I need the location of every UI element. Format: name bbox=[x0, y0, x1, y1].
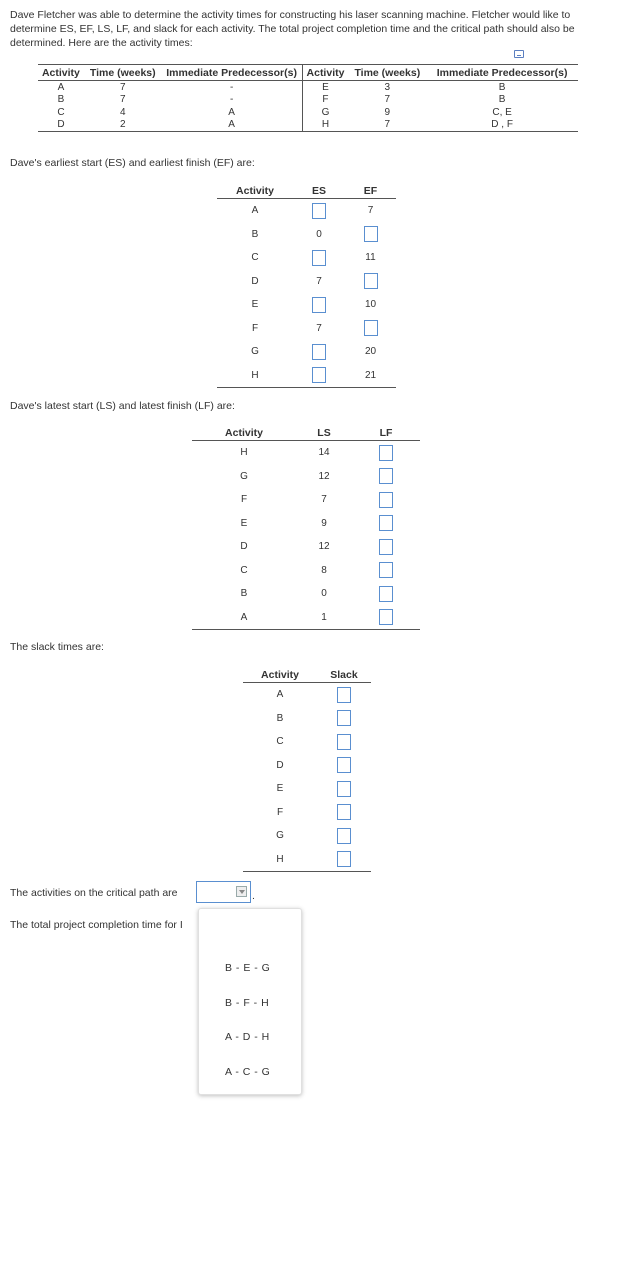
ef-input[interactable] bbox=[364, 273, 378, 289]
es-input[interactable] bbox=[312, 367, 326, 383]
activity-cell: B bbox=[240, 588, 248, 600]
cell: 7 bbox=[120, 94, 126, 106]
ef-cell: 20 bbox=[364, 346, 377, 358]
table-row bbox=[192, 606, 420, 630]
cell: 3 bbox=[384, 81, 391, 93]
activity-cell: F bbox=[251, 322, 259, 334]
lf-cell bbox=[352, 465, 420, 489]
cell: - bbox=[229, 81, 234, 93]
ls-cell: 14 bbox=[318, 447, 330, 459]
slack-cell bbox=[317, 730, 371, 754]
lf-cell bbox=[352, 559, 420, 583]
cell: 7 bbox=[120, 81, 126, 93]
table-row bbox=[243, 824, 371, 848]
slack-label: The slack times are: bbox=[10, 641, 104, 653]
ls-cell: 9 bbox=[321, 517, 327, 529]
table-row bbox=[192, 465, 420, 489]
menu-option-a-d-h[interactable]: A - D - H bbox=[225, 1031, 270, 1043]
table-row bbox=[217, 223, 396, 247]
col-header: Activity bbox=[217, 183, 293, 199]
es-cell: 7 bbox=[316, 322, 322, 334]
table-row bbox=[217, 246, 396, 270]
slack-input[interactable] bbox=[337, 804, 351, 820]
cell: - bbox=[229, 94, 234, 106]
lf-cell bbox=[352, 606, 420, 630]
es-input[interactable] bbox=[312, 344, 326, 360]
activity-cell: F bbox=[276, 806, 284, 818]
ls-lf-table bbox=[192, 425, 420, 630]
activity-times-table bbox=[38, 64, 578, 132]
cell: C bbox=[57, 106, 65, 118]
slack-cell bbox=[317, 848, 371, 872]
lf-cell bbox=[352, 582, 420, 606]
critical-path-dropdown[interactable] bbox=[196, 881, 251, 903]
col-header: EF bbox=[345, 183, 396, 199]
activity-cell: E bbox=[240, 517, 248, 529]
slack-cell bbox=[317, 683, 371, 707]
table-row bbox=[192, 512, 420, 536]
table-row bbox=[243, 801, 371, 825]
activity-cell: A bbox=[276, 689, 284, 701]
activity-cell: D bbox=[276, 759, 284, 771]
activity-cell: H bbox=[217, 364, 293, 388]
critical-path-menu bbox=[198, 908, 302, 1095]
cell: 7 bbox=[384, 94, 391, 106]
table-row bbox=[243, 707, 371, 731]
table-row bbox=[38, 81, 578, 94]
table-row bbox=[243, 683, 371, 707]
cell: A bbox=[57, 81, 65, 93]
menu-option-b-f-h[interactable]: B - F - H bbox=[225, 997, 270, 1009]
ef-input[interactable] bbox=[364, 226, 378, 242]
cell: 7 bbox=[348, 119, 426, 132]
es-cell bbox=[293, 293, 345, 317]
activity-cell: C bbox=[251, 252, 259, 264]
ef-cell: 21 bbox=[345, 364, 396, 388]
es-cell: 7 bbox=[316, 275, 322, 287]
es-input[interactable] bbox=[312, 250, 326, 266]
es-cell bbox=[293, 340, 345, 364]
cell: C, E bbox=[492, 106, 512, 118]
activity-cell: G bbox=[251, 346, 259, 358]
activity-cell: B bbox=[251, 228, 259, 240]
slack-cell bbox=[317, 707, 371, 731]
col-header: Time (weeks) bbox=[84, 65, 162, 81]
ls-cell: 7 bbox=[321, 494, 327, 506]
critical-path-label: The activities on the critical path are bbox=[10, 887, 178, 899]
cell: D bbox=[38, 119, 84, 132]
activity-cell: E bbox=[276, 783, 284, 795]
cell: D , F bbox=[426, 119, 578, 132]
col-header: ES bbox=[293, 183, 345, 199]
table-row bbox=[192, 582, 420, 606]
es-input[interactable] bbox=[312, 297, 326, 313]
ef-input[interactable] bbox=[364, 320, 378, 336]
table-row bbox=[217, 364, 396, 388]
es-cell bbox=[293, 364, 345, 388]
slack-table bbox=[243, 667, 371, 872]
table-row bbox=[243, 730, 371, 754]
lf-cell bbox=[352, 535, 420, 559]
lf-input[interactable] bbox=[379, 586, 393, 602]
slack-input[interactable] bbox=[337, 851, 351, 867]
activity-cell: F bbox=[240, 494, 248, 506]
col-header: LF bbox=[352, 425, 420, 441]
table-row bbox=[192, 559, 420, 583]
table-row bbox=[38, 94, 578, 107]
table-row bbox=[243, 848, 371, 872]
lf-input[interactable] bbox=[379, 468, 393, 484]
ls-cell: 0 bbox=[321, 588, 327, 600]
cell: B bbox=[498, 94, 506, 106]
activity-cell: A bbox=[251, 205, 259, 217]
col-header: Immediate Predecessor(s) bbox=[426, 65, 578, 81]
activity-cell: B bbox=[276, 712, 284, 724]
ef-cell bbox=[345, 270, 396, 294]
col-header: Activity bbox=[302, 65, 348, 81]
table-row bbox=[38, 119, 578, 132]
activity-cell: E bbox=[251, 299, 259, 311]
cell: A bbox=[228, 106, 235, 118]
slack-input[interactable] bbox=[337, 710, 351, 726]
col-header: Immediate Predecessor(s) bbox=[162, 65, 302, 81]
lf-input[interactable] bbox=[379, 539, 393, 555]
copy-icon[interactable] bbox=[514, 50, 524, 58]
slack-input[interactable] bbox=[337, 734, 351, 750]
lf-cell bbox=[352, 488, 420, 512]
cell: B bbox=[57, 94, 65, 106]
slack-input[interactable] bbox=[337, 781, 351, 797]
activity-cell: H bbox=[243, 848, 317, 872]
table-row bbox=[192, 535, 420, 559]
dropdown-arrow-icon[interactable] bbox=[236, 886, 247, 897]
ls-cell: 1 bbox=[296, 606, 352, 630]
table-row bbox=[243, 754, 371, 778]
slack-input[interactable] bbox=[337, 828, 351, 844]
intro-text: Dave Fletcher was able to determine the activity times for constructing his laser scanning machine. Fletcher would like to determine ES, EF, LS, LF, and slack for each activity. The total project completion time and the critical path should also be determined. Here are the activity times: bbox=[10, 9, 575, 49]
activity-cell: D bbox=[240, 541, 248, 553]
activity-cell: C bbox=[276, 736, 284, 748]
cell: G bbox=[302, 106, 348, 119]
cell: E bbox=[302, 81, 348, 94]
activity-cell: D bbox=[251, 275, 259, 287]
col-header: Slack bbox=[317, 667, 371, 683]
cell: H bbox=[302, 119, 348, 132]
ef-cell: 10 bbox=[364, 299, 377, 311]
completion-label: The total project completion time for I bbox=[10, 919, 183, 931]
es-ef-table bbox=[217, 183, 396, 388]
ls-cell: 12 bbox=[318, 541, 330, 553]
cell: 4 bbox=[120, 106, 126, 118]
activity-cell: A bbox=[192, 606, 296, 630]
slack-cell bbox=[317, 824, 371, 848]
cell: 2 bbox=[84, 119, 162, 132]
col-header: Activity bbox=[243, 667, 317, 683]
activity-cell: G bbox=[276, 830, 284, 842]
sentence-period: . bbox=[252, 890, 255, 902]
es-cell: 0 bbox=[316, 228, 322, 240]
es-cell bbox=[293, 246, 345, 270]
activity-cell: H bbox=[240, 447, 248, 459]
slack-cell bbox=[317, 777, 371, 801]
table-row bbox=[192, 488, 420, 512]
ef-cell: 7 bbox=[367, 205, 374, 217]
lf-input[interactable] bbox=[379, 515, 393, 531]
slack-cell bbox=[317, 801, 371, 825]
ls-cell: 8 bbox=[321, 564, 327, 576]
cell: A bbox=[162, 119, 302, 132]
ls-lf-label: Dave's latest start (LS) and latest finish (LF) are: bbox=[10, 400, 235, 412]
cell: 9 bbox=[384, 106, 391, 118]
lf-input[interactable] bbox=[379, 609, 393, 625]
ef-cell bbox=[345, 317, 396, 341]
table-row bbox=[217, 340, 396, 364]
cell: F bbox=[302, 94, 348, 107]
slack-input[interactable] bbox=[337, 757, 351, 773]
col-header: Time (weeks) bbox=[348, 65, 426, 81]
col-header: LS bbox=[296, 425, 352, 441]
table-row bbox=[192, 441, 420, 465]
lf-input[interactable] bbox=[379, 445, 393, 461]
col-header: Activity bbox=[192, 425, 296, 441]
col-header: Activity bbox=[38, 65, 84, 81]
ef-cell: 11 bbox=[365, 252, 376, 264]
es-ef-label: Dave's earliest start (ES) and earliest finish (EF) are: bbox=[10, 157, 255, 169]
cell: B bbox=[498, 81, 506, 93]
ls-cell: 12 bbox=[318, 470, 330, 482]
es-cell bbox=[293, 199, 345, 223]
lf-cell bbox=[352, 512, 420, 536]
table-row bbox=[217, 317, 396, 341]
lf-cell bbox=[352, 441, 420, 465]
es-input[interactable] bbox=[312, 203, 326, 219]
lf-input[interactable] bbox=[379, 492, 393, 508]
activity-cell: G bbox=[240, 470, 248, 482]
ef-cell bbox=[345, 223, 396, 247]
table-row bbox=[217, 270, 396, 294]
activity-cell: C bbox=[240, 564, 248, 576]
table-row bbox=[38, 106, 578, 119]
lf-input[interactable] bbox=[379, 562, 393, 578]
menu-option-b-e-g[interactable]: B - E - G bbox=[225, 962, 271, 974]
slack-cell bbox=[317, 754, 371, 778]
table-row bbox=[217, 199, 396, 223]
menu-option-a-c-g[interactable]: A - C - G bbox=[225, 1066, 271, 1078]
table-row bbox=[243, 777, 371, 801]
slack-input[interactable] bbox=[337, 687, 351, 703]
table-row bbox=[217, 293, 396, 317]
